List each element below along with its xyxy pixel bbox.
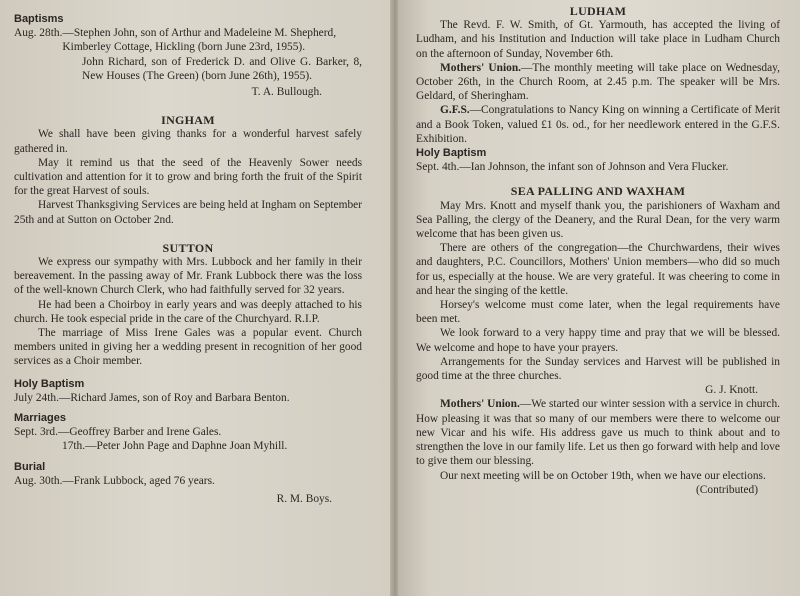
- burial-heading: Burial: [14, 460, 46, 473]
- ludham-holy-baptism-heading: Holy Baptism: [416, 147, 487, 160]
- sutton-paragraph: We express our sympathy with Mrs. Lubbock and her family in their bereavement. In the passing away of Mr. Frank Lubbock there was the loss of the well-known Church Clerk, who had faithfully served for 32 years.: [14, 256, 362, 297]
- baptisms-heading: Baptisms: [14, 13, 64, 25]
- baptism-entry: [14, 26, 362, 54]
- left-page: [0, 0, 392, 596]
- contributed-note: (Contributed): [695, 483, 758, 496]
- ludham-paragraph: The Revd. F. W. Smith, of Gt. Yarmouth, has accepted the living of Ludham, and his Institution and Induction will take place in Ludham Church on the afternoon of Sunday, November 6th.: [416, 19, 780, 60]
- ingham-paragraph: We shall have been giving thanks for a wonderful harvest safely gathered in.: [14, 128, 362, 155]
- mothers-union-label: Mothers' Union.: [440, 61, 522, 74]
- signature-knott: G. J. Knott.: [705, 384, 758, 397]
- baptism-date: Aug. 28th.: [14, 27, 63, 40]
- signature-boys: R. M. Boys.: [276, 493, 332, 506]
- ingham-paragraph: May it remind us that the seed of the Heavenly Sower needs cultivation and attention for it to grow and bring forth the fruit of the Spirit for the great Harvest of souls.: [14, 156, 362, 198]
- gfs-text: —Congratulations to Nancy King on winning a Certificate of Merit and a Book Token, valued £1 0s. od., for her needlework entered in the G.F.S. Exhibition.: [416, 104, 780, 145]
- mothers-union-text: —We started our winter session with a service in church. How pleasing it was that so many of our members were there to welcome our new Vicar and his wife. His address gave us much to think about and to strengthen the love in our family life. Let us then go forward with help and love to give them our blessing.: [416, 398, 780, 468]
- burial-entry: Aug. 30th.—Frank Lubbock, aged 76 years.: [14, 474, 215, 487]
- mothers-union-label: Mothers' Union.: [440, 398, 520, 411]
- holy-baptism-entry: July 24th.—Richard James, son of Roy and Barbara Benton.: [14, 391, 290, 404]
- sutton-paragraph: He had been a Choirboy in early years and was deeply attached to his church. He took especial pride in the care of the Churchyard. R.I.P.: [14, 298, 362, 325]
- ingham-heading: INGHAM: [161, 113, 215, 128]
- sea-palling-paragraph: May Mrs. Knott and myself thank you, the parishioners of Waxham and Sea Palling, the clergy of the Deanery, and the Rural Dean, for the very warm welcome that has been given us.: [416, 199, 780, 241]
- gfs-label: G.F.S.: [440, 104, 470, 117]
- ludham-holy-baptism-entry: Sept. 4th.—Ian Johnson, the infant son of Johnson and Vera Flucker.: [416, 161, 729, 174]
- marriages-heading: Marriages: [14, 412, 66, 425]
- ludham-mothers-union: [416, 61, 780, 104]
- signature-bullough: T. A. Bullough.: [251, 86, 322, 99]
- sea-palling-paragraph: We look forward to a very happy time and pray that we will be blessed. We welcome and hope to have your prayers.: [416, 327, 780, 354]
- baptism-entry-2: John Richard, son of Frederick D. and Olive G. Barker, 8, New Houses (The Green) (born June 26th), 1955).: [82, 55, 362, 82]
- ludham-gfs: [416, 103, 780, 146]
- sea-palling-heading: SEA PALLING AND WAXHAM: [510, 184, 686, 199]
- sea-palling-paragraph: Horsey's welcome must come later, when the legal requirements have been met.: [416, 299, 780, 326]
- marriage-entry: Sept. 3rd.—Geoffrey Barber and Irene Gales.: [14, 426, 222, 439]
- sea-palling-paragraph: Our next meeting will be on October 19th, when we have our elections.: [440, 469, 766, 482]
- right-page: [398, 0, 800, 596]
- sea-palling-paragraph: There are others of the congregation—the Churchwardens, their wives and daughters, P.C. Councillors, Mothers' Union members—who did so much for us, especially at the house. We are very grateful. It was cheering to come in and hear the singing of the kettle.: [416, 242, 780, 297]
- sea-palling-mothers-union: [416, 397, 780, 468]
- ingham-paragraph: Harvest Thanksgiving Services are being held at Ingham on September 25th and at Sutton on October 2nd.: [14, 199, 363, 226]
- marriage-entry: 17th.—Peter John Page and Daphne Joan Myhill.: [62, 440, 288, 453]
- sutton-paragraph: The marriage of Miss Irene Gales was a popular event. Church members united in giving her a wedding present in recognition of her good services as a Choir member.: [14, 327, 362, 368]
- baptism-entry-text: —Stephen John, son of Arthur and Madeleine M. Shepherd, Kimberley Cottage, Hickling (born June 23rd, 1955).: [62, 27, 337, 54]
- ludham-heading: LUDHAM: [569, 4, 627, 18]
- mothers-union-text: —The monthly meeting will take place on Wednesday, October 26th, in the Church Room, at 2.45 p.m. The speaker will be Mrs. Geldard, of Sheringham.: [416, 61, 780, 103]
- sea-palling-paragraph: Arrangements for the Sunday services and Harvest will be published in good time at the three churches.: [416, 355, 780, 383]
- holy-baptism-heading: Holy Baptism: [14, 377, 85, 390]
- sutton-heading: SUTTON: [162, 240, 214, 255]
